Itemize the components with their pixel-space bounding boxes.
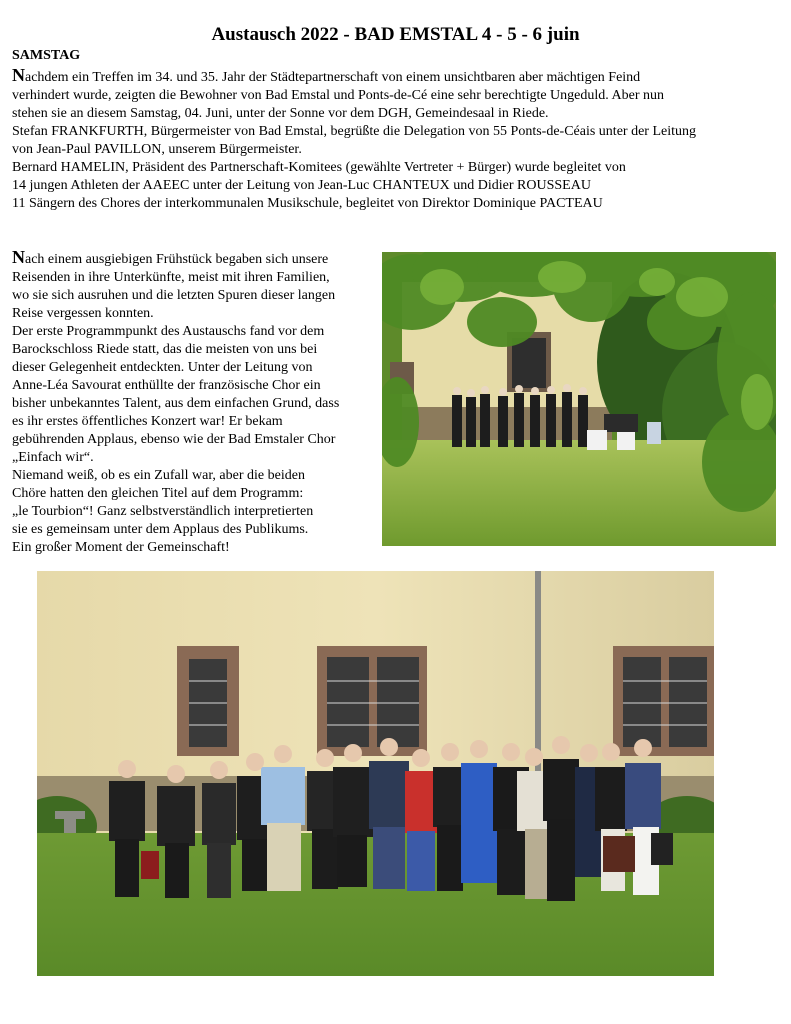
page-title: Austausch 2022 - BAD EMSTAL 4 - 5 - 6 juin [211, 24, 580, 45]
intro-line: von Jean-Paul PAVILLON, unserem Bürgermeister. [12, 142, 302, 157]
dropcap: N [12, 247, 25, 267]
intro-line: stehen sie an diesem Samstag, 04. Juni, unter der Sonne vor dem DGH, Gemeindesaal in Riede. [12, 106, 549, 121]
concert-line: „Einfach wir“. [12, 450, 94, 465]
concert-line: Niemand weiß, ob es ein Zufall war, aber die beiden [12, 468, 305, 483]
concert-line: sie es gemeinsam unter dem Applaus des Publikums. [12, 522, 309, 537]
group-image [37, 571, 714, 976]
intro-line: Stefan FRANKFURTH, Bürgermeister von Bad Emstal, begrüßte die Delegation von 55 Ponts-de-Céais unter der Leitung [12, 124, 696, 139]
concert-line: Anne-Léa Savourat enthüllte der französische Chor ein [12, 378, 321, 393]
concert-line: bisher unbekanntes Talent, aus dem einfachen Grund, dass [12, 396, 340, 411]
choir-concert-photo [382, 252, 776, 546]
concert-line: dieser Gelegenheit entdeckten. Unter der Leitung von [12, 360, 313, 375]
concert-line: es ihr erstes öffentliches Konzert war! Er bekam [12, 414, 283, 429]
concert-line: „le Tourbion“! Ganz selbstverständlich interpretierten [12, 504, 314, 519]
section-heading: SAMSTAG [12, 48, 81, 63]
intro-line: Nachdem ein Treffen im 34. und 35. Jahr der Städtepartnerschaft von einem unsichtbaren aber mächtigen Feind [12, 65, 641, 85]
group-photo [37, 571, 714, 976]
intro-line: Bernard HAMELIN, Präsident des Partnerschaft-Komitees (gewählte Vertreter + Bürger) wurde begleitet von [12, 160, 626, 175]
concert-line: Reisenden in ihre Unterkünfte, meist mit ihren Familien, [12, 270, 330, 285]
concert-line: wo sie sich ausruhen und die letzten Spuren dieser langen [12, 288, 336, 303]
concert-line: gebührenden Applaus, ebenso wie der Bad Emstaler Chor [12, 432, 336, 447]
intro-line: 11 Sängern des Chores der interkommunalen Musikschule, begleitet von Direktor Dominique PACTEAU [12, 196, 603, 211]
intro-line: verhindert wurde, zeigten die Bewohner von Bad Emstal und Ponts-de-Cé eine sehr berechtigte Ungeduld. Aber nun [12, 88, 664, 103]
choir-concert-image [382, 252, 776, 546]
concert-line: Nach einem ausgiebigen Frühstück begaben sich unsere [12, 247, 329, 267]
dropcap: N [12, 65, 25, 85]
concert-line: Barockschloss Riede statt, das die meisten von uns bei [12, 342, 318, 357]
concert-line: Reise vergessen konnten. [12, 306, 154, 321]
intro-paragraph [12, 66, 782, 213]
concert-paragraph [12, 248, 377, 557]
concert-line: Chöre hatten den gleichen Titel auf dem Programm: [12, 486, 304, 501]
intro-line: 14 jungen Athleten der AAEEC unter der Leitung von Jean-Luc CHANTEUX und Didier ROUSSEAU [12, 178, 591, 193]
concert-line: Ein großer Moment der Gemeinschaft! [12, 540, 230, 555]
concert-line: Der erste Programmpunkt des Austauschs fand vor dem [12, 324, 325, 339]
